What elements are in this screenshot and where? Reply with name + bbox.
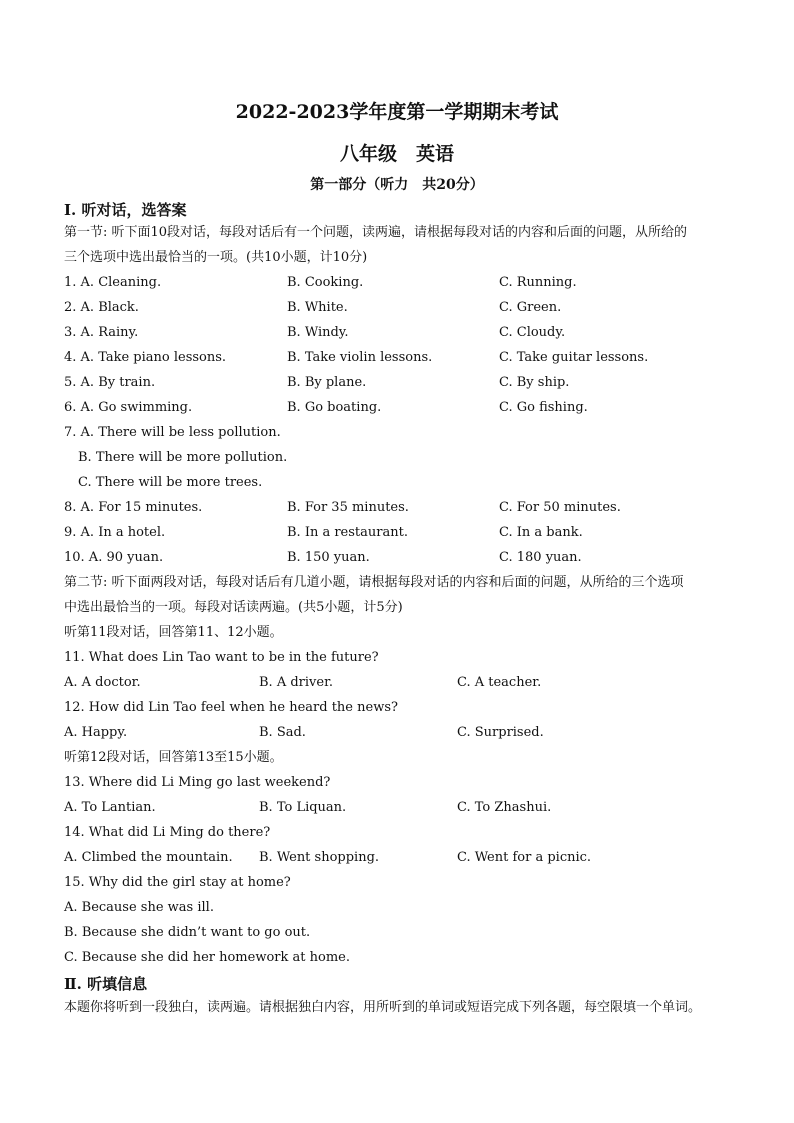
q5-option-c: C. By ship. <box>499 375 570 390</box>
section2-heading: Ⅱ. 听填信息 <box>64 975 148 993</box>
q14-option-a: A. Climbed the mountain. <box>64 850 233 865</box>
section2-intro: 本题你将听到一段独白，读两遍。请根据独白内容，用所听到的单词或短语完成下列各题，每空限填一个单词。 <box>64 1000 702 1015</box>
q13-question: 13. Where did Li Ming go last weekend? <box>64 775 331 790</box>
q12-option-a: A. Happy. <box>64 725 128 740</box>
q4-option-a: 4. A. Take piano lessons. <box>64 350 227 365</box>
dialog-11-instruction: 听第11段对话，回答第11、12小题。 <box>64 625 283 640</box>
q2-option-a: 2. A. Black. <box>64 300 139 315</box>
q14-option-b: B. Went shopping. <box>259 850 380 865</box>
exam-title: 2022-2023学年度第一学期期末考试 <box>235 101 559 123</box>
q6-option-b: B. Go boating. <box>287 400 382 415</box>
q11-question: 11. What does Lin Tao want to be in the future? <box>64 650 379 665</box>
q6-option-a: 6. A. Go swimming. <box>64 400 193 415</box>
q5-option-b: B. By plane. <box>287 375 367 390</box>
q5-option-a: 5. A. By train. <box>64 375 156 390</box>
q2-option-c: C. Green. <box>499 300 562 315</box>
q12-option-b: B. Sad. <box>259 725 306 740</box>
q1-option-b: B. Cooking. <box>287 275 364 290</box>
q13-option-c: C. To Zhashui. <box>457 800 552 815</box>
section1-part2-intro-line1: 第二节: 听下面两段对话，每段对话后有几道小题，请根据每段对话的内容和后面的问题，从所给的三个选项 <box>64 575 684 590</box>
q14-option-c: C. Went for a picnic. <box>457 850 592 865</box>
q1-option-a: 1. A. Cleaning. <box>64 275 162 290</box>
q10-option-a: 10. A. 90 yuan. <box>64 550 164 565</box>
section1-part2-intro-line2: 中选出最恰当的一项。每段对话读两遍。(共5小题，计5分) <box>64 600 403 615</box>
q15-option-c: C. Because she did her homework at home. <box>64 950 350 965</box>
section1-intro-line1: 第一节: 听下面10段对话，每段对话后有一个问题，读两遍，请根据每段对话的内容和后面的问题，从所给的 <box>64 225 688 240</box>
q3-option-b: B. Windy. <box>287 325 349 340</box>
section1-intro-line2: 三个选项中选出最恰当的一项。(共10小题，计10分) <box>64 250 368 265</box>
q10-option-c: C. 180 yuan. <box>499 550 582 565</box>
q3-option-a: 3. A. Rainy. <box>64 325 139 340</box>
q8-option-a: 8. A. For 15 minutes. <box>64 500 203 515</box>
q9-option-a: 9. A. In a hotel. <box>64 525 166 540</box>
part-heading: 第一部分（听力 共20分） <box>310 177 484 193</box>
q4-option-c: C. Take guitar lessons. <box>499 350 649 365</box>
q11-option-c: C. A teacher. <box>457 675 542 690</box>
q14-question: 14. What did Li Ming do there? <box>64 825 271 840</box>
section1-heading: Ⅰ. 听对话，选答案 <box>64 201 187 219</box>
q3-option-c: C. Cloudy. <box>499 325 566 340</box>
q15-question: 15. Why did the girl stay at home? <box>64 875 291 890</box>
q9-option-b: B. In a restaurant. <box>287 525 408 540</box>
q15-option-a: A. Because she was ill. <box>64 900 214 915</box>
q4-option-b: B. Take violin lessons. <box>287 350 433 365</box>
q15-option-b: B. Because she didn’t want to go out. <box>64 925 311 940</box>
q13-option-a: A. To Lantian. <box>64 800 156 815</box>
q7-option-a: 7. A. There will be less pollution. <box>64 425 281 440</box>
q10-option-b: B. 150 yuan. <box>287 550 370 565</box>
q12-question: 12. How did Lin Tao feel when he heard the news? <box>64 700 398 715</box>
q13-option-b: B. To Liquan. <box>259 800 347 815</box>
q7-option-b: B. There will be more pollution. <box>78 450 288 465</box>
q8-option-b: B. For 35 minutes. <box>287 500 409 515</box>
q1-option-c: C. Running. <box>499 275 577 290</box>
q6-option-c: C. Go fishing. <box>499 400 588 415</box>
q9-option-c: C. In a bank. <box>499 525 583 540</box>
dialog-12-instruction: 听第12段对话，回答第13至15小题。 <box>64 750 283 765</box>
exam-subtitle: 八年级 英语 <box>339 143 454 165</box>
q2-option-b: B. White. <box>287 300 348 315</box>
q11-option-b: B. A driver. <box>259 675 333 690</box>
q11-option-a: A. A doctor. <box>64 675 141 690</box>
q8-option-c: C. For 50 minutes. <box>499 500 621 515</box>
q7-option-c: C. There will be more trees. <box>78 475 263 490</box>
q12-option-c: C. Surprised. <box>457 725 544 740</box>
